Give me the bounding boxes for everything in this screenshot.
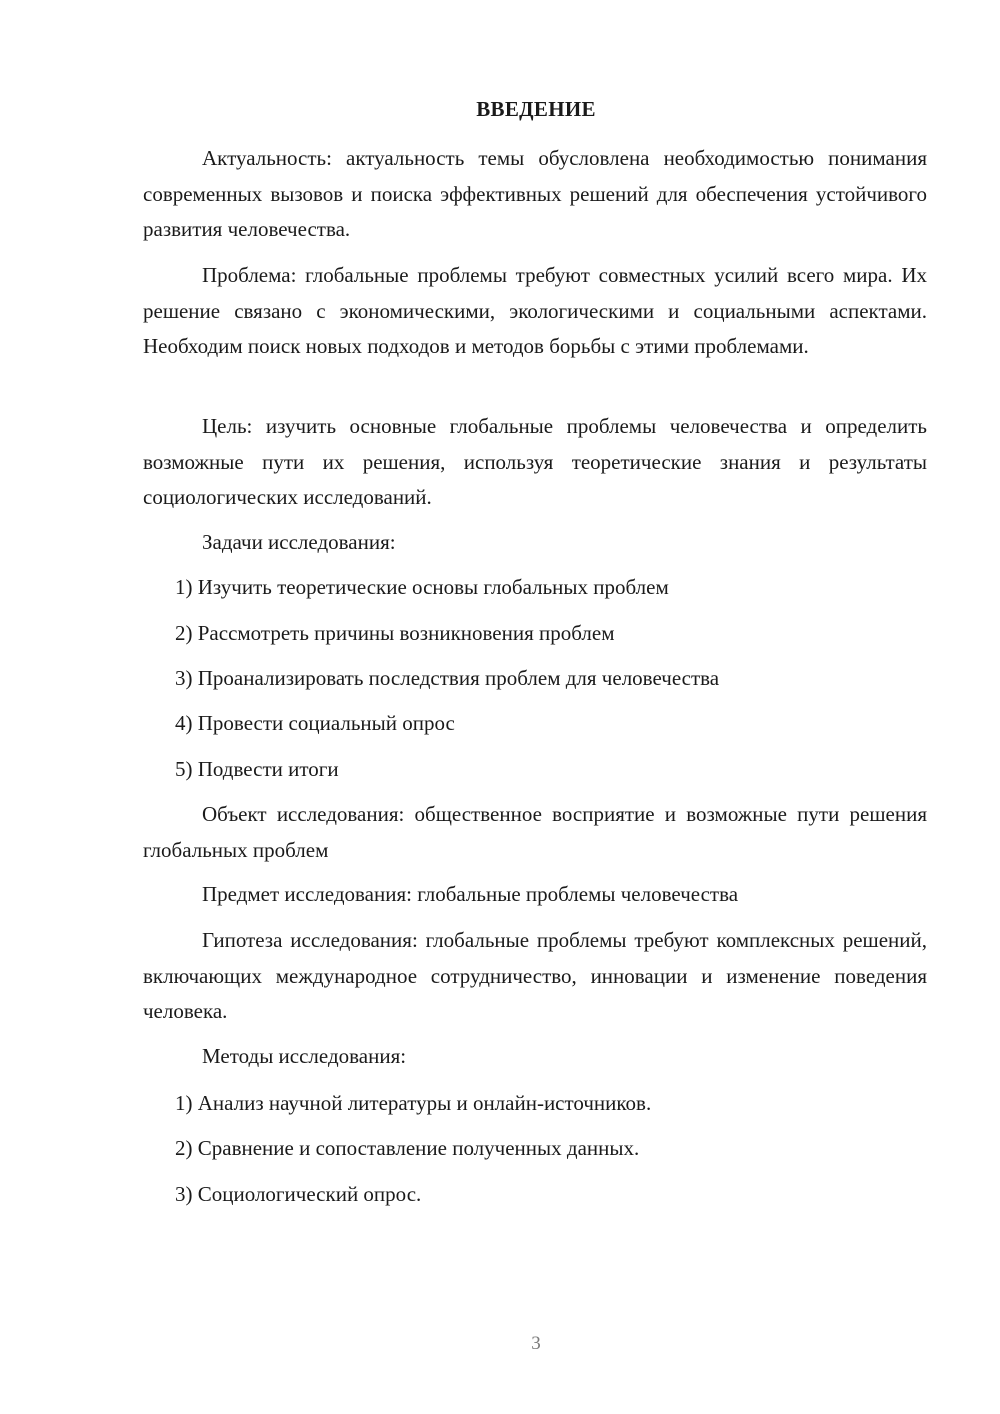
list-item: 1) Изучить теоретические основы глобальных проблем [175,575,669,599]
list-item: 2) Рассмотреть причины возникновения проблем [175,621,615,645]
list-item: 4) Провести социальный опрос [175,711,455,735]
list-item: 3) Проанализировать последствия проблем для человечества [175,666,720,690]
relevance-paragraph: Актуальность: актуальность темы обусловлена необходимостью понимания современных вызовов и поиска эффективных решений для обеспечения устойчивого развития человечества. [143,146,927,241]
subject-paragraph: Предмет исследования: глобальные проблемы человечества [202,882,739,906]
list-item: 1) Анализ научной литературы и онлайн-источников. [175,1091,652,1115]
page-number: 3 [531,1333,541,1354]
tasks-heading: Задачи исследования: [202,530,396,554]
page-title: ВВЕДЕНИЕ [476,97,596,121]
object-paragraph: Объект исследования: общественное восприятие и возможные пути решения глобальных проблем [143,802,927,862]
list-item: 3) Социологический опрос. [175,1182,422,1206]
list-item: 5) Подвести итоги [175,757,339,781]
problem-paragraph: Проблема: глобальные проблемы требуют совместных усилий всего мира. Их решение связано с экономическими, экологическими и социальными аспектами. Необходим поиск новых подходов и методов борьбы с этими проблемами. [143,263,927,358]
list-item: 2) Сравнение и сопоставление полученных данных. [175,1136,640,1160]
methods-heading: Методы исследования: [202,1044,407,1068]
goal-paragraph: Цель: изучить основные глобальные проблемы человечества и определить возможные пути их решения, используя теоретические знания и результаты социологических исследований. [143,414,927,509]
hypothesis-paragraph: Гипотеза исследования: глобальные проблемы требуют комплексных решений, включающих международное сотрудничество, инновации и изменение поведения человека. [143,928,927,1023]
